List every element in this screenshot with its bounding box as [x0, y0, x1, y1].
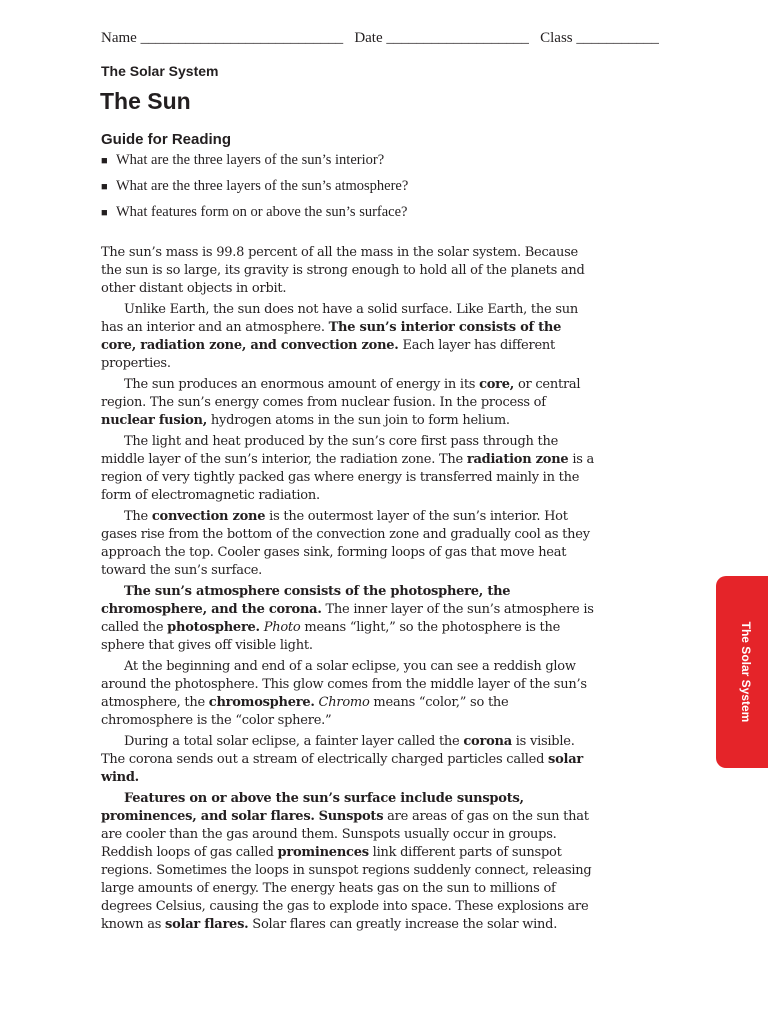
body-paragraph — [101, 658, 596, 730]
body-paragraph — [101, 376, 596, 430]
square-bullet-icon: ■ — [101, 207, 108, 219]
guide-question — [101, 202, 408, 228]
key-term: radiation zone — [466, 452, 569, 467]
guide-question-list — [101, 150, 408, 228]
paragraph-text: The sun produces an enormous amount of energy in its — [124, 377, 480, 392]
body-paragraph — [101, 301, 596, 373]
side-tab-label: The Solar System — [739, 621, 753, 723]
paragraph-text: is the outermost layer of the sun’s interior. Hot gases rise from the bottom of the convection zone and gradually cool as they approach the top. Cooler gases sink, forming loops of gas that move heat toward the sun’s surface. — [101, 509, 590, 578]
unit-label: The Solar System — [101, 63, 219, 79]
body-paragraph — [101, 733, 596, 787]
paragraph-text: The inner layer of the sun’s atmosphere is called the — [101, 602, 594, 635]
key-term: core, — [479, 377, 515, 392]
name-date-class-line: Name ___________________________ Date ___________________ Class ___________ — [101, 30, 659, 46]
paragraph-text: is a region of very tightly packed gas where energy is transferred mainly in the form of electromagnetic radiation. — [101, 452, 595, 503]
side-tab — [716, 576, 768, 768]
guide-question — [101, 176, 408, 202]
paragraph-text: Each layer has different properties. — [101, 338, 556, 371]
key-term: convection zone — [151, 509, 266, 524]
guide-for-reading-heading: Guide for Reading — [101, 131, 232, 148]
key-term: The sun’s interior consists of the core, radiation zone, and convection zone. — [101, 320, 562, 353]
paragraph-text: link different parts of sunspot regions. Sometimes the loops in sunspot regions suddenly connect, releasing large amounts of energy. The energy heats gas on the sun to millions of degrees Celsius, causing the gas to explode into space. These explosions are known as — [101, 845, 592, 932]
body-paragraph — [101, 583, 596, 655]
key-term: prominences — [277, 845, 369, 860]
key-term: The sun’s atmosphere consists of the photosphere, the chromosphere, and the corona. — [101, 584, 511, 617]
paragraph-text: Unlike Earth, the sun does not have a solid surface. Like Earth, the sun has an interior and an atmosphere. — [101, 302, 578, 335]
paragraph-text: The light and heat produced by the sun’s core first pass through the middle layer of the sun’s interior, the radiation zone. The — [101, 434, 559, 467]
emphasis-text: Chromo — [318, 695, 370, 710]
key-term: corona — [463, 734, 512, 749]
guide-question — [101, 150, 408, 176]
body-paragraph — [101, 508, 596, 580]
body-paragraph — [101, 244, 596, 298]
guide-question-text: What are the three layers of the sun’s interior? — [116, 152, 385, 168]
paragraph-text: Solar flares can greatly increase the solar wind. — [248, 917, 558, 932]
key-term: Sunspots — [318, 809, 384, 824]
key-term: nuclear fusion, — [101, 413, 208, 428]
guide-question-text: What features form on or above the sun’s surface? — [116, 204, 408, 220]
key-term: photosphere. — [167, 620, 260, 635]
paragraph-text: During a total solar eclipse, a fainter layer called the — [124, 734, 464, 749]
body-text — [101, 244, 596, 937]
key-term: solar flares. — [165, 917, 249, 932]
paragraph-text: means “light,” so the photosphere is the sphere that gives off visible light. — [101, 620, 561, 653]
paragraph-text: are areas of gas on the sun that are cooler than the gas around them. Sunspots usually occur in groups. Reddish loops of gas called — [101, 809, 589, 860]
square-bullet-icon: ■ — [101, 155, 108, 167]
emphasis-text: Photo — [263, 620, 301, 635]
paragraph-text: or central region. The sun’s energy comes from nuclear fusion. In the process of — [101, 377, 581, 410]
paragraph-text: is visible. The corona sends out a stream of electrically charged particles called — [101, 734, 575, 767]
paragraph-text: At the beginning and end of a solar eclipse, you can see a reddish glow around the photosphere. This glow comes from the middle layer of the sun’s atmosphere, the — [101, 659, 587, 710]
paragraph-text: hydrogen atoms in the sun join to form helium. — [207, 413, 510, 428]
body-paragraph — [101, 433, 596, 505]
guide-question-text: What are the three layers of the sun’s atmosphere? — [116, 178, 409, 194]
square-bullet-icon: ■ — [101, 181, 108, 193]
key-term: Features on or above the sun’s surface include sunspots, prominences, and solar flares. — [101, 791, 524, 824]
paragraph-text: The sun’s mass is 99.8 percent of all the mass in the solar system. Because the sun is so large, its gravity is strong enough to hold all of the planets and other distant objects in orbit. — [101, 245, 585, 296]
body-paragraph — [101, 790, 596, 934]
key-term: chromosphere. — [208, 695, 315, 710]
paragraph-text: means “color,” so the chromosphere is the “color sphere.” — [101, 695, 509, 728]
key-term: solar wind. — [101, 752, 583, 785]
paragraph-text: The — [124, 509, 152, 524]
page-title: The Sun — [100, 88, 191, 114]
